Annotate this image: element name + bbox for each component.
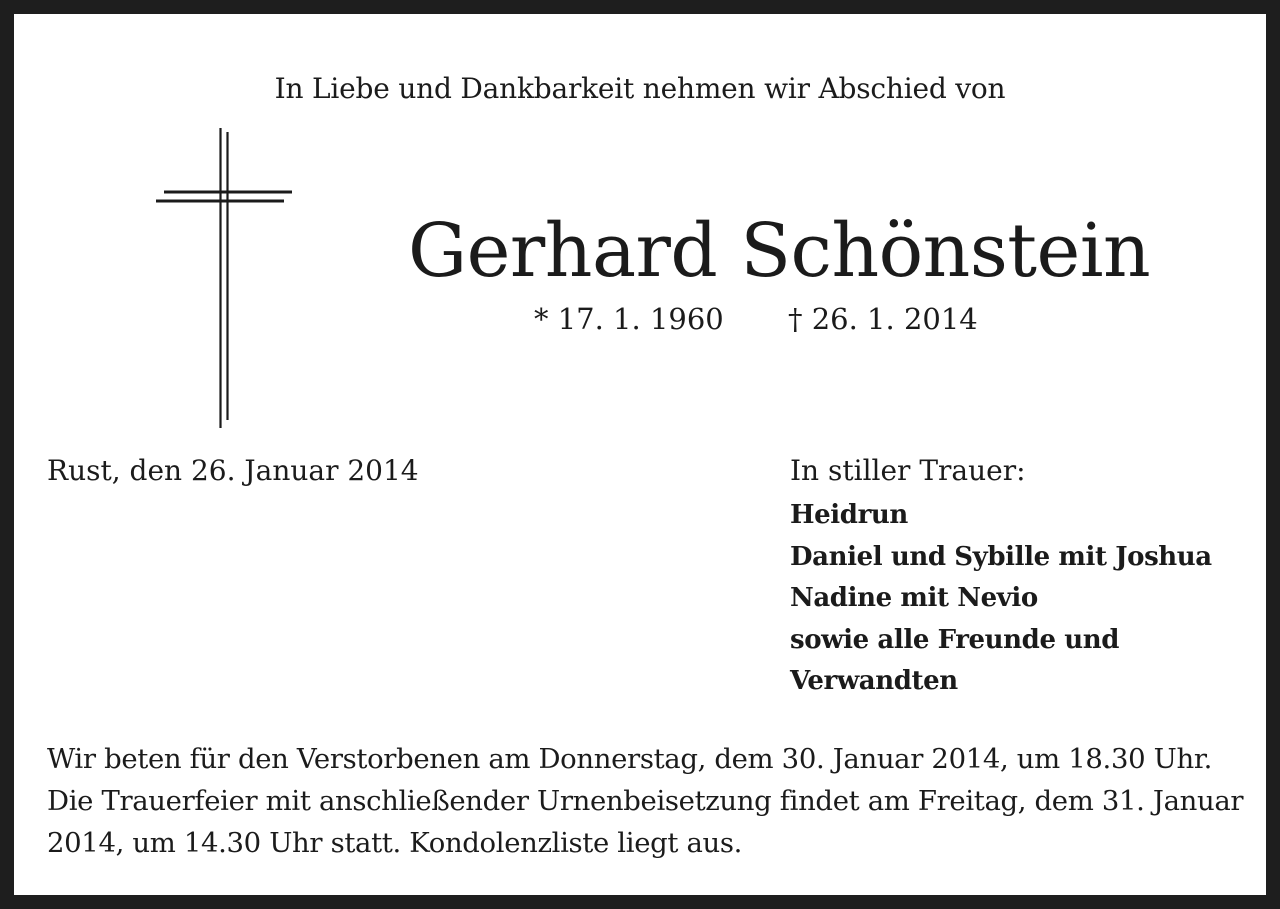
service-notice [47,738,1247,864]
cross-icon [156,128,296,430]
birth-date: * 17. 1. 1960 [534,302,724,336]
mourner-name: Daniel und Sybille mit Joshua [790,541,1212,572]
mourners-block [790,454,1250,703]
notice-line: Wir beten für den Verstorbenen am Donnerstag, dem 30. Januar 2014, um 18.30 Uhr. [47,743,1212,775]
mourners-list [790,495,1250,703]
deceased-name: Gerhard Schönstein [408,208,1151,294]
mourner-name: Verwandten [790,666,958,696]
intro-text: In Liebe und Dankbarkeit nehmen wir Abschied von [274,72,1006,105]
place-and-date: Rust, den 26. Januar 2014 [47,454,419,487]
mourner-name: Nadine mit Nevio [790,583,1038,613]
obituary-card [14,14,1266,895]
notice-line: Die Trauerfeier mit anschließender Urnenbeisetzung findet am Freitag, dem 31. Januar [47,785,1244,817]
death-date: † 26. 1. 2014 [788,302,978,336]
mourner-name: sowie alle Freunde und [790,624,1120,655]
mourners-heading: In stiller Trauer: [790,454,1026,487]
mourner-name: Heidrun [790,500,908,530]
notice-line: 2014, um 14.30 Uhr statt. Kondolenzliste liegt aus. [47,827,743,859]
